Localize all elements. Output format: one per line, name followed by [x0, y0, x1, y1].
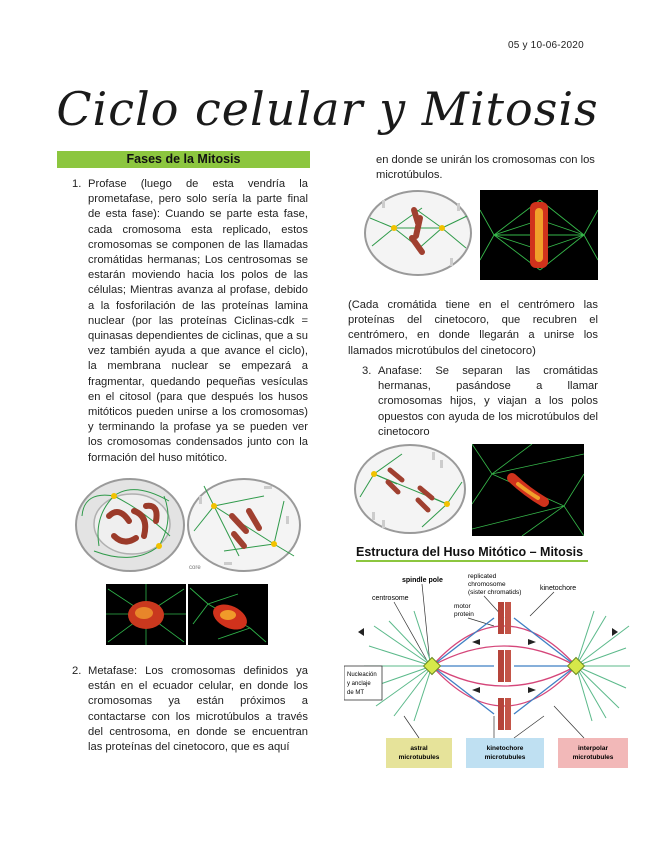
section-title-fases: Fases de la Mitosis: [57, 151, 310, 168]
centrosome-dot: [156, 543, 162, 549]
item-number-3: 3.: [362, 365, 372, 377]
label-centrosome: centrosome: [372, 595, 409, 602]
metafase-continuation: en donde se unirán los cromosomas con los microtúbulos.: [376, 154, 595, 182]
metafase-text: Metafase: Los cromosomas definidos ya están en el ecuador celular, en donde los cromosomas ya están próximos a contactarse con los microtúbulos a través del centrosoma, en donde se encuentran las proteínas del cinetocoro, que es aquí: [88, 665, 308, 754]
centromero-note: (Cada cromátida tiene en el centrómero las proteínas del cinetocoro, que recubren el centrómero, en donde llegarán a unirse los llamados microtúbulos del cinetocoro): [348, 299, 598, 357]
legend-astral: [386, 738, 452, 768]
legend-leaders: [404, 706, 584, 738]
anafase-text: Anafase: Se separan las cromátidas hermanas, pasándose a llamar cromosomas hijos, y viajan a los polos opuestos con ayuda de los microtúbulos del cinetocoro: [378, 365, 598, 438]
profase-text: Profase (luego de esta vendría la prometafase, pero solo sería la parte final de esta fase): Cuando se parte esta fase, cada cromosoma esta replicado, estos cromosomas se componen de las llamadas cromátidas hermanas; Los centrosomas se estarán moviendo hacia los polos de las células; Mientras avanza al profase, debido a la fosforilación de las proteínas lamina nuclear (por las proteínas Ciclinas-cdk = quinasas dependientes de ciclinas, que a su vez también ayuda a que avance el ciclo), la membrana nuclear se empezará a fragmentar, quedando pequeñas vesículas en el citosol (para que después los husos mitóticos pueden unirse a los cromosomas) y terminando la profase ya se pueden ver los cromosomas condensados junto con la formación del huso mitótico.: [88, 178, 308, 464]
metaphase-diagram: [362, 188, 475, 278]
label-chromosome: chromosome: [468, 581, 506, 588]
chromosome: [505, 650, 511, 682]
legend-astral-l1: astral: [410, 745, 428, 752]
prophase-micrograph-1: [106, 584, 186, 645]
chromosome: [505, 698, 511, 730]
centrosome-dot: [371, 471, 377, 477]
item-number-1: 1.: [72, 178, 82, 190]
centrosome-dot: [111, 493, 117, 499]
spindle-diagram: [344, 566, 630, 772]
chromosome: [498, 698, 504, 730]
chromosome: [505, 602, 511, 634]
note-mt: de MT: [347, 690, 365, 696]
legend-interpolar: [558, 738, 628, 768]
micrograph-chromatin: [135, 607, 153, 619]
chromosomes: [498, 602, 511, 730]
label-spindle-pole: spindle pole: [402, 577, 443, 584]
legend-kinetochore: [466, 738, 544, 768]
prophase-micrograph-2: [188, 584, 268, 645]
label-protein: protein: [454, 611, 474, 618]
chromosome: [498, 602, 504, 634]
centrosome-dot: [391, 225, 397, 231]
label-replicated: replicated: [468, 573, 497, 580]
legend-interpolar-l1: interpolar: [578, 745, 608, 752]
anaphase-micrograph: [472, 444, 584, 536]
page-title: Ciclo celular y Mitosis: [56, 82, 599, 136]
centrosome-dot: [439, 225, 445, 231]
date: 05 y 10-06-2020: [508, 40, 584, 51]
chromosome: [498, 650, 504, 682]
legend-astral-l2: microtubules: [398, 754, 440, 761]
label-motor: motor: [454, 603, 471, 610]
micrograph-chromosomes: [535, 208, 543, 262]
centrosome-dot: [271, 541, 277, 547]
micrograph-chromatin: [220, 610, 236, 620]
label-leaders: [394, 584, 554, 666]
prophase-diagram: [74, 476, 310, 574]
legend-kinet-l1: kinetochore: [486, 745, 524, 752]
note-anclaje: y anclaje: [347, 681, 371, 687]
figure-label: core: [189, 565, 201, 571]
legend-interpolar-l2: microtubules: [572, 754, 614, 761]
legend-kinet-l2: microtubules: [484, 754, 526, 761]
anaphase-diagram: [352, 442, 469, 536]
label-sister-chromatids: (sister chromatids): [468, 589, 522, 596]
item-number-2: 2.: [72, 665, 82, 677]
metaphase-micrograph: [480, 190, 598, 280]
centrosome-dot: [211, 503, 217, 509]
note-nucleacion: Nucleación: [347, 672, 377, 678]
centrosome-dot: [444, 501, 450, 507]
label-kinetochore: kinetochore: [540, 585, 577, 592]
spindle-structure-title: Estructura del Huso Mitótico – Mitosis: [356, 545, 588, 562]
